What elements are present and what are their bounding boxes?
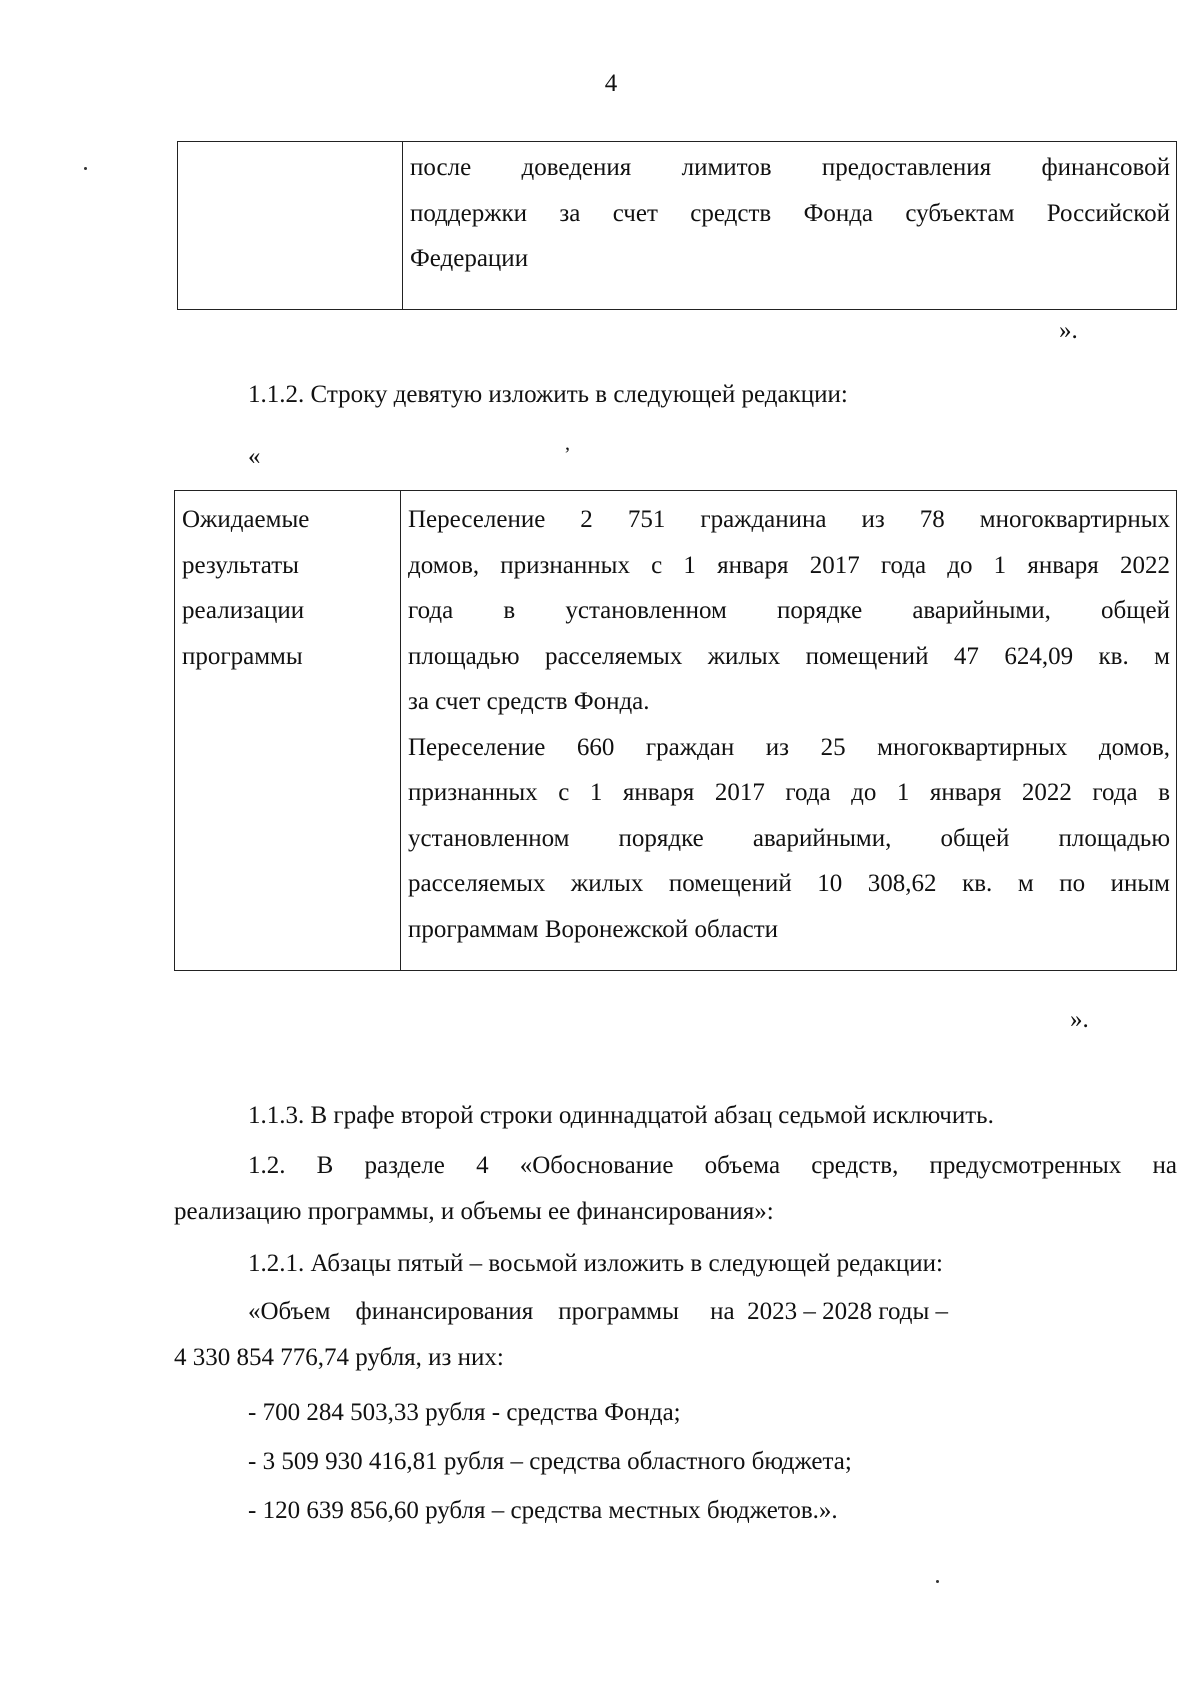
- stray-mark: ʼ: [564, 444, 571, 466]
- table-line: года в установленном порядке аварийными, общей: [408, 597, 1170, 624]
- table-cell-left: [175, 491, 401, 971]
- table-line: за счет средств Фонда.: [408, 688, 650, 715]
- table-line: расселяемых жилых помещений 10 308,62 кв. м по иным: [408, 870, 1170, 897]
- table-cell-left: [178, 142, 403, 310]
- table-row: [175, 491, 1177, 971]
- row-heading-line: программы: [182, 642, 303, 670]
- table-line: домов, признанных с 1 января 2017 года до 1 января 2022: [408, 551, 1170, 579]
- paragraph-1-1-2: 1.1.2. Строку девятую изложить в следующей редакции:: [248, 381, 848, 408]
- table-line: установленном порядке аварийными, общей площадью: [408, 824, 1170, 852]
- closing-quote: ».: [1070, 1006, 1089, 1033]
- paragraph-line: 4 330 854 776,74 рубля, из них:: [174, 1343, 504, 1371]
- paragraph-line: 1.2. В разделе 4 «Обоснование объема средств, предусмотренных на: [248, 1152, 1177, 1179]
- paragraph-line: «Объем финансирования программы на 2023 – 2028 годы –: [248, 1298, 949, 1325]
- list-item: - 120 639 856,60 рубля – средства местных бюджетов.».: [248, 1497, 838, 1524]
- list-item: - 3 509 930 416,81 рубля – средства областного бюджета;: [248, 1448, 852, 1475]
- paragraph-1-2-1: 1.2.1. Абзацы пятый – восьмой изложить в следующей редакции:: [248, 1250, 943, 1277]
- table-line: после доведения лимитов предоставления финансовой: [410, 154, 1170, 181]
- table-line: признанных с 1 января 2017 года до 1 января 2022 года в: [408, 779, 1170, 806]
- table-line: поддержки за счет средств Фонда субъектам Российской: [410, 199, 1170, 227]
- continuation-table: [177, 141, 1177, 310]
- table-cell-right: [403, 142, 1177, 310]
- page-number: 4: [604, 70, 618, 97]
- opening-quote: «: [248, 443, 261, 470]
- paragraph-1-1-3: 1.1.3. В графе второй строки одиннадцатой абзац седьмой исключить.: [248, 1102, 994, 1129]
- closing-quote: ».: [1059, 317, 1078, 344]
- table-cell-right: [401, 491, 1177, 971]
- table-line: программам Воронежской области: [408, 915, 779, 943]
- paragraph-1-2: [174, 1143, 1177, 1234]
- row-heading-line: реализации: [182, 597, 305, 624]
- expected-results-table: [174, 490, 1177, 971]
- table-row: [178, 142, 1177, 310]
- financing-breakdown: [248, 1388, 852, 1535]
- table-line: Переселение 660 граждан из 25 многоквартирных домов,: [408, 733, 1170, 761]
- financing-volume: [174, 1289, 1177, 1380]
- table-line: площадью расселяемых жилых помещений 47 624,09 кв. м: [408, 642, 1170, 670]
- paragraph-line: реализацию программы, и объемы ее финансирования»:: [174, 1197, 774, 1225]
- table-line: Переселение 2 751 гражданина из 78 многоквартирных: [408, 506, 1170, 533]
- row-heading-line: Ожидаемые: [182, 506, 310, 533]
- table-line: Федерации: [410, 245, 529, 272]
- row-heading-line: результаты: [182, 551, 299, 579]
- scan-speck: [84, 167, 87, 170]
- list-item: - 700 284 503,33 рубля - средства Фонда;: [248, 1399, 681, 1426]
- scan-speck: [936, 1580, 939, 1583]
